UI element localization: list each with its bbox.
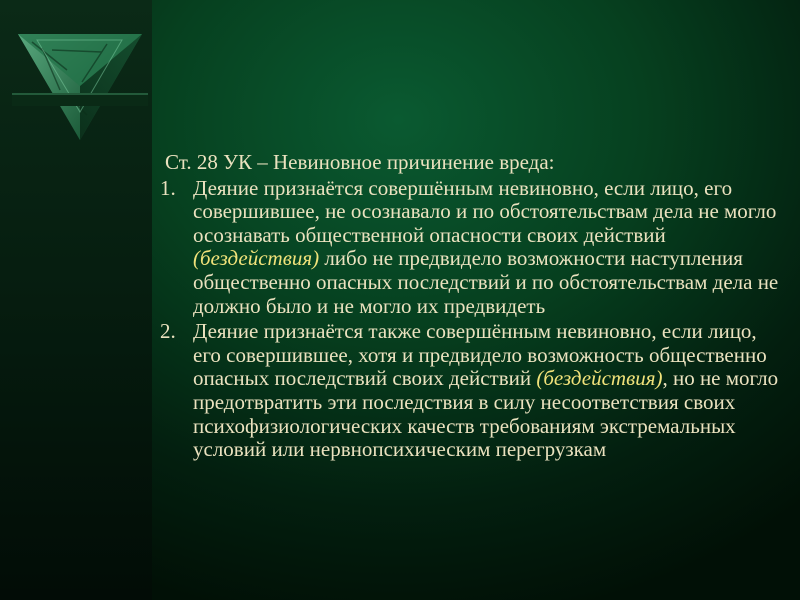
item-italic-note: (бездействия) xyxy=(193,246,320,271)
item-text: Деяние признаётся совершённым невиновно, если лицо, его совершившее, не осознавало и по обстоятельствам дела не могло осознавать общественной опасности своих действий xyxy=(193,175,777,247)
item-number: 2. xyxy=(160,319,176,344)
item-text-continued: , но не могло предотвратить эти последствия в силу несоответствия своих психофизиологических качеств требованиям экстремальных условий или нервнопсихическим перегрузкам xyxy=(193,366,779,462)
item-text: Деяние признаётся также совершённым невиновно, если лицо, его совершившее, хотя и предвидело возможность общественно опасных последствий своих действий xyxy=(193,319,767,391)
item-italic-note: (бездействия) xyxy=(536,366,663,391)
slide-content xyxy=(160,151,780,464)
triangle-logo-icon xyxy=(12,30,148,142)
slide-heading: Ст. 28 УК – Невиновное причинение вреда: xyxy=(165,150,555,174)
item-number: 1. xyxy=(160,175,176,200)
item-text-continued: либо не предвидело возможности наступления общественно опасных последствий и по обстоятельствам дела не должно было и не могло их предвидеть xyxy=(193,246,779,318)
list-item-2 xyxy=(160,320,780,462)
list-item-1 xyxy=(160,177,780,319)
article-list xyxy=(160,177,780,462)
